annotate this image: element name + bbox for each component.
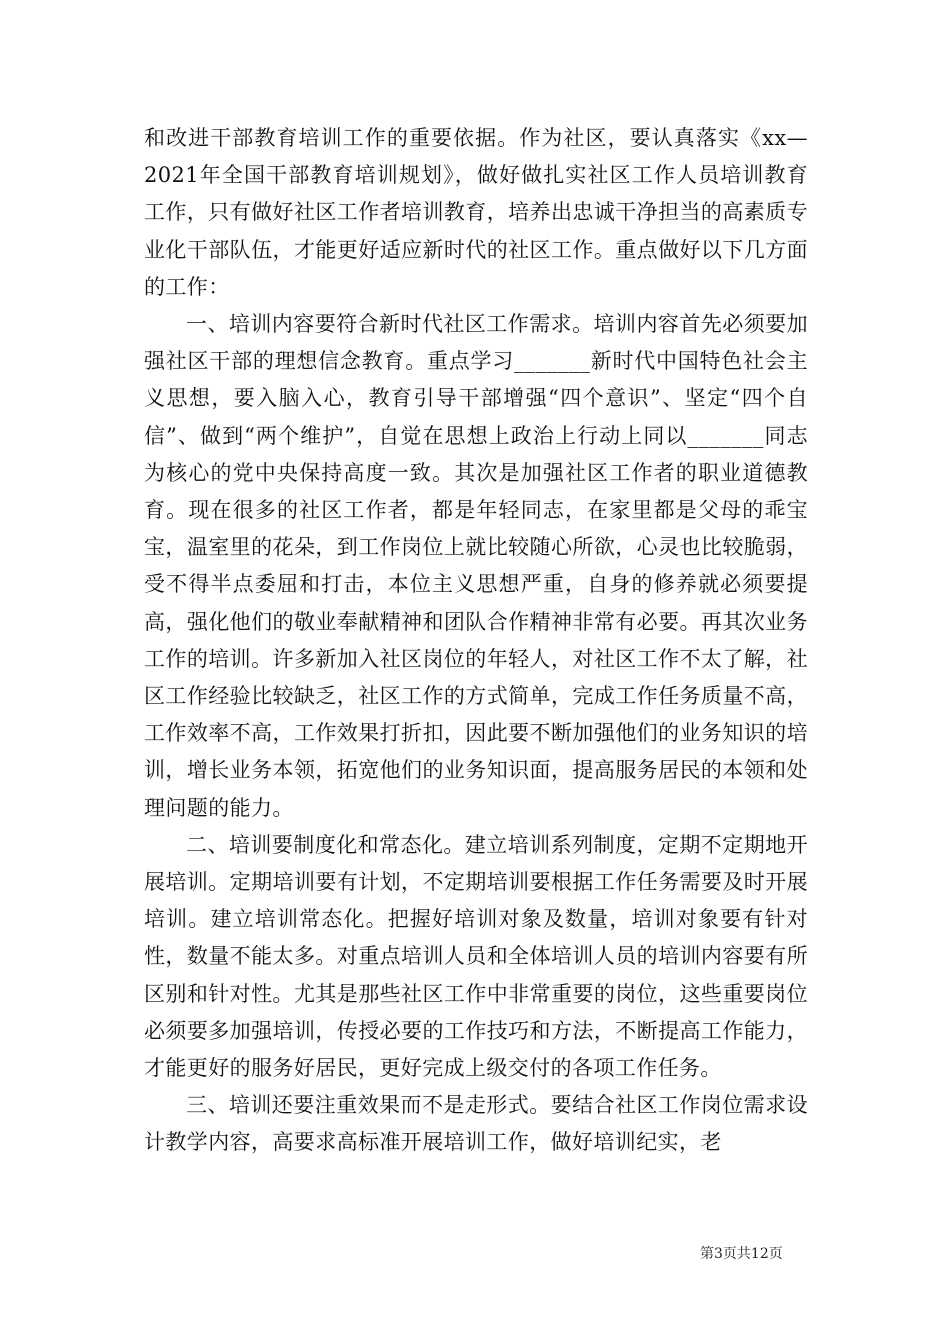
paragraph-2: 一、培训内容要符合新时代社区工作需求。培训内容首先必须要加强社区干部的理想信念教育。重点学习_______新时代中国特色社会主义思想，要入脑入心，教育引导干部增强“四个意识”、坚定“四个自信”、做到“两个维护”，自觉在思想上政治上行动上同以_______同志为核心的党中央保持高度一致。其次是加强社区工作者的职业道德教育。现在很多的社区工作者，都是年轻同志，在家里都是父母的乖宝宝，温室里的花朵，到工作岗位上就比较随心所欲，心灵也比较脆弱，受不得半点委屈和打击，本位主义思想严重，自身的修养就必须要提高，强化他们的敬业奉献精神和团队合作精神非常有必要。再其次业务工作的培训。许多新加入社区岗位的年轻人，对社区工作不太了解，社区工作经验比较缺乏，社区工作的方式简单，完成工作任务质量不高，工作效率不高，工作效果打折扣，因此要不断加强他们的业务知识的培训，增长业务本领，拓宽他们的业务知识面，提高服务居民的本领和处理问题的能力。 — [144, 312, 808, 820]
document-body — [144, 120, 808, 1162]
paragraph-4: 三、培训还要注重效果而不是走形式。要结合社区工作岗位需求设计教学内容，高要求高标准开展培训工作，做好培训纪实，老 — [144, 1093, 808, 1155]
paragraph-3: 二、培训要制度化和常态化。建立培训系列制度，定期不定期地开展培训。定期培训要有计划，不定期培训要根据工作任务需要及时开展培训。建立培训常态化。把握好培训对象及数量，培训对象要有针对性，数量不能太多。对重点培训人员和全体培训人员的培训内容要有所区别和针对性。尤其是那些社区工作中非常重要的岗位，这些重要岗位必须要多加强培训，传授必要的工作技巧和方法，不断提高工作能力，才能更好的服务好居民，更好完成上级交付的各项工作任务。 — [144, 832, 808, 1081]
page-number-footer: 第3页共12页 — [700, 1246, 783, 1262]
paragraph-1: 和改进干部教育培训工作的重要依据。作为社区，要认真落实《xx—2021年全国干部教育培训规划》，做好做扎实社区工作人员培训教育工作，只有做好社区工作者培训教育，培养出忠诚干净担当的高素质专业化干部队伍，才能更好适应新时代的社区工作。重点做好以下几方面的工作： — [144, 126, 808, 299]
